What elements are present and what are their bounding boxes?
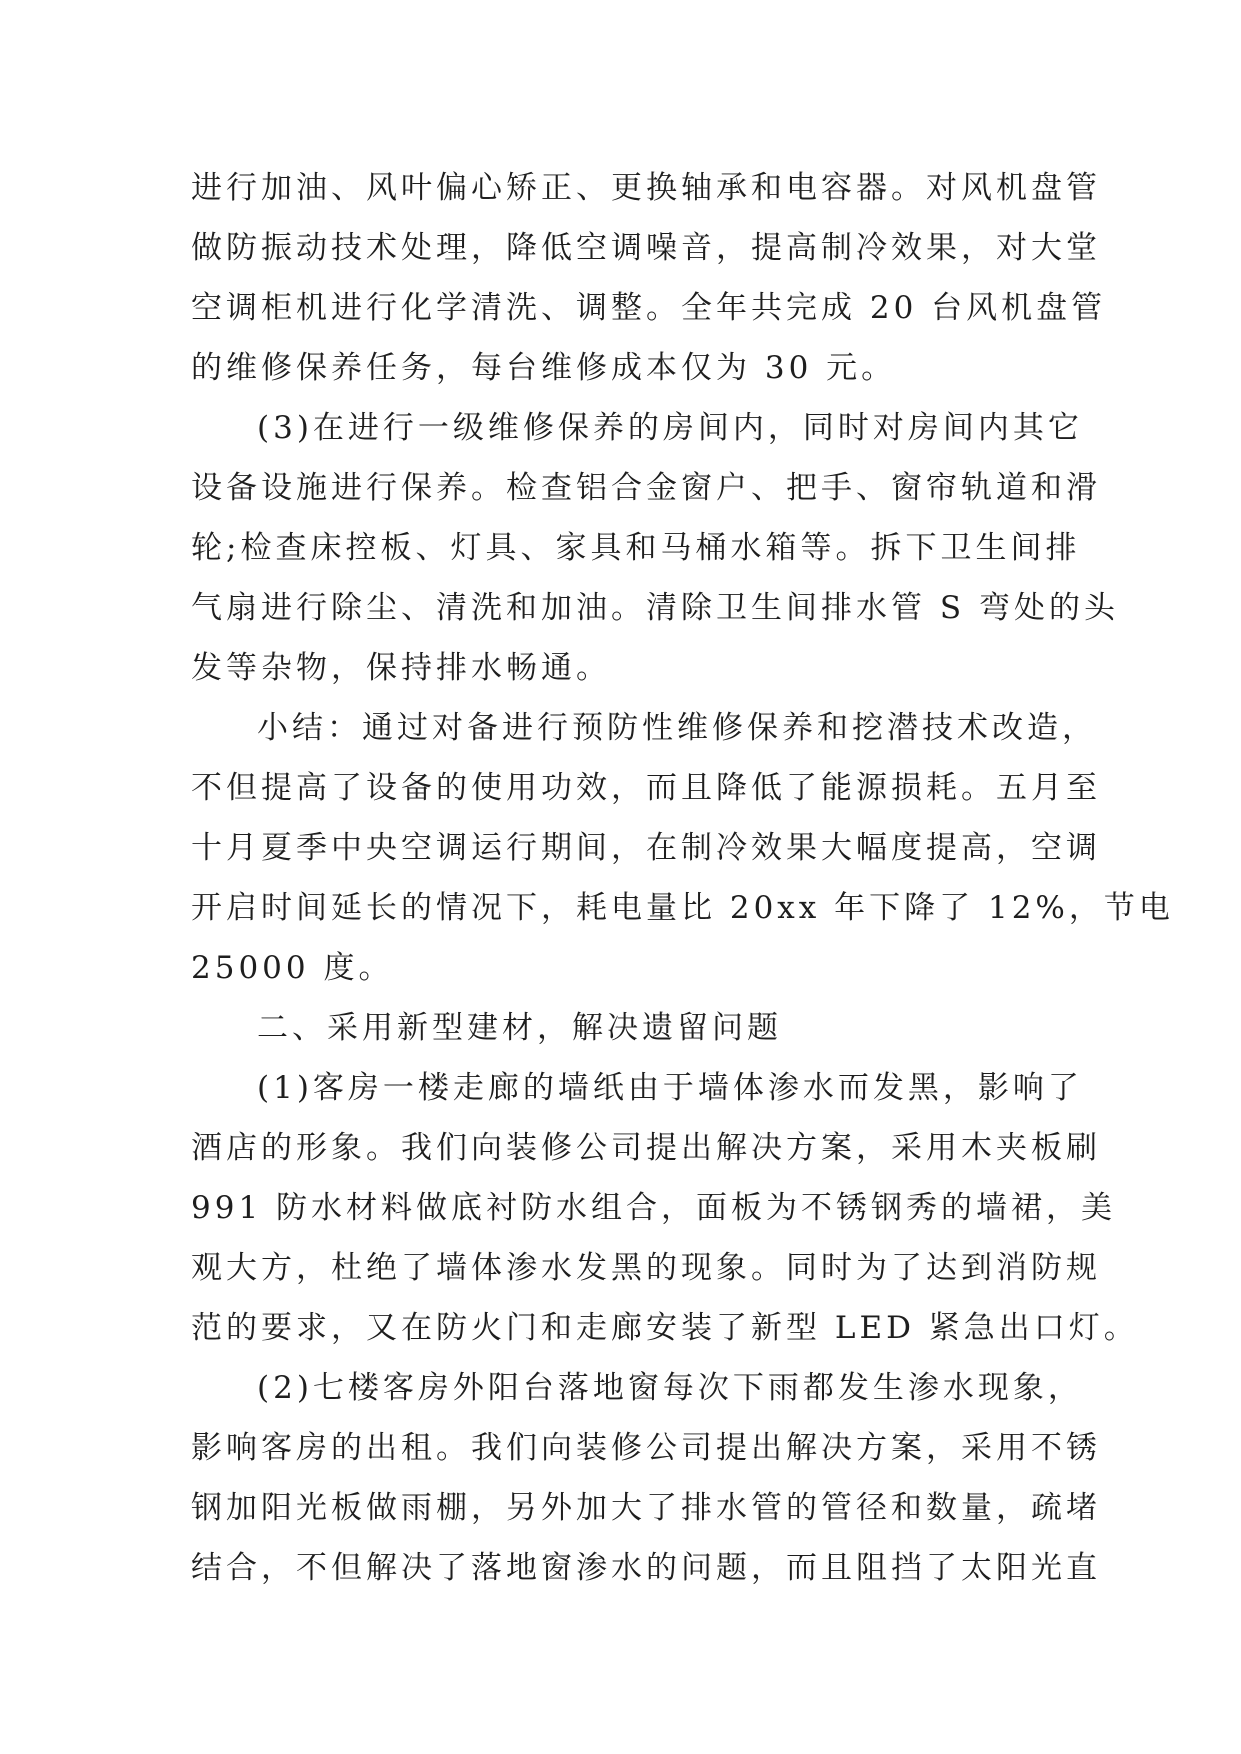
text-line: (3)在进行一级维修保养的房间内，同时对房间内其它 — [257, 410, 1083, 446]
text-line: 影响客房的出租。我们向装修公司提出解决方案，采用不锈 — [191, 1430, 1101, 1466]
text-line: 观大方，杜绝了墙体渗水发黑的现象。同时为了达到消防规 — [191, 1250, 1101, 1286]
text-line: 开启时间延长的情况下，耗电量比 20xx 年下降了 12%，节电 — [191, 890, 1174, 926]
document-body — [191, 158, 1174, 1598]
text-line: 气扇进行除尘、清洗和加油。清除卫生间排水管 S 弯处的头 — [191, 590, 1119, 626]
text-line: 轮;检查床控板、灯具、家具和马桶水箱等。拆下卫生间排 — [191, 530, 1081, 566]
text-line: (2)七楼客房外阳台落地窗每次下雨都发生渗水现象， — [257, 1370, 1083, 1406]
text-line: 不但提高了设备的使用功效，而且降低了能源损耗。五月至 — [191, 770, 1101, 806]
text-line: 设备设施进行保养。检查铝合金窗户、把手、窗帘轨道和滑 — [191, 470, 1101, 506]
text-line: 991 防水材料做底衬防水组合，面板为不锈钢秀的墙裙，美 — [191, 1190, 1117, 1226]
text-line: 二、采用新型建材，解决遗留问题 — [257, 1010, 782, 1046]
text-line: 酒店的形象。我们向装修公司提出解决方案，采用木夹板刷 — [191, 1130, 1101, 1166]
text-line: 结合，不但解决了落地窗渗水的问题，而且阻挡了太阳光直 — [191, 1550, 1101, 1586]
text-line: (1)客房一楼走廊的墙纸由于墙体渗水而发黑，影响了 — [257, 1070, 1083, 1106]
text-line: 钢加阳光板做雨棚，另外加大了排水管的管径和数量，疏堵 — [191, 1490, 1101, 1526]
text-line: 25000 度。 — [191, 950, 394, 986]
text-line: 十月夏季中央空调运行期间，在制冷效果大幅度提高，空调 — [191, 830, 1101, 866]
text-line: 进行加油、风叶偏心矫正、更换轴承和电容器。对风机盘管 — [191, 170, 1101, 206]
text-line: 发等杂物，保持排水畅通。 — [191, 650, 611, 686]
text-line: 范的要求，又在防火门和走廊安装了新型 LED 紧急出口灯。 — [191, 1310, 1139, 1346]
text-line: 小结：通过对备进行预防性维修保养和挖潜技术改造， — [257, 710, 1097, 746]
text-line: 的维修保养任务，每台维修成本仅为 30 元。 — [191, 350, 897, 386]
text-line: 做防振动技术处理，降低空调噪音，提高制冷效果，对大堂 — [191, 230, 1101, 266]
text-line: 空调柜机进行化学清洗、调整。全年共完成 20 台风机盘管 — [191, 290, 1107, 326]
